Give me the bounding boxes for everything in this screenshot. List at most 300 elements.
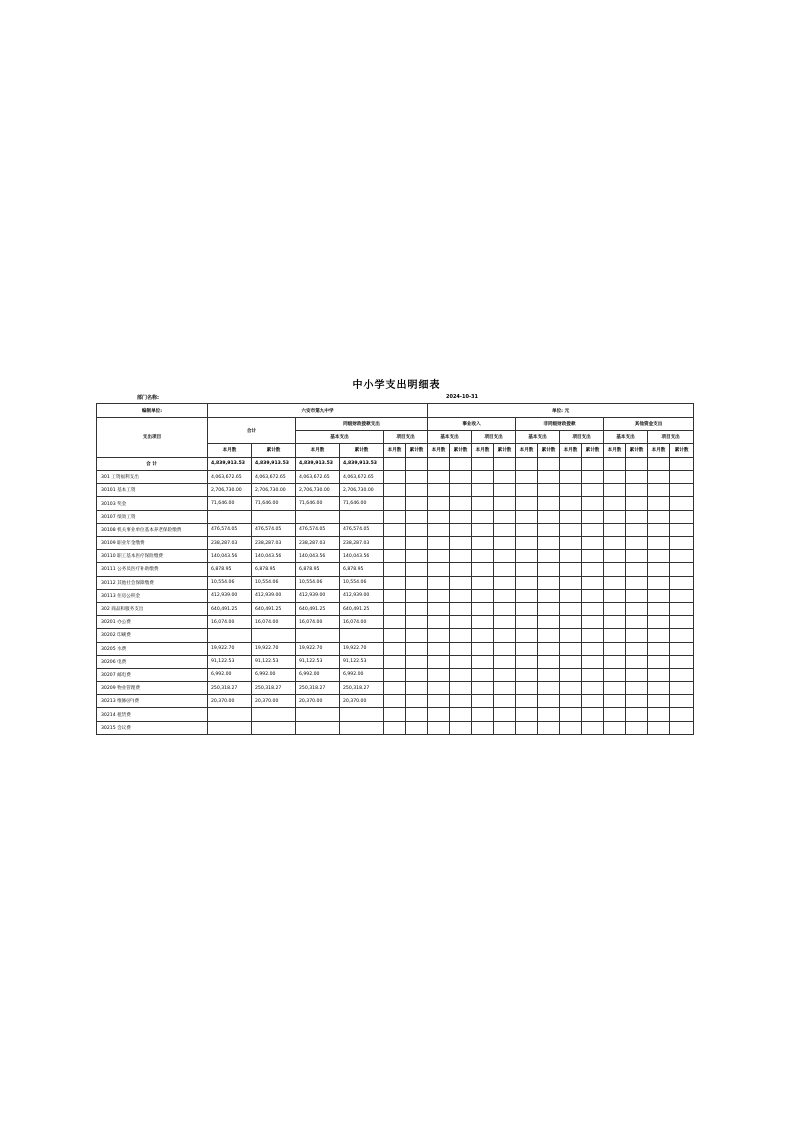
empty-cell: [494, 550, 516, 563]
empty-cell: [516, 497, 538, 510]
fiscal-header: 同级财政拨款支出: [296, 418, 428, 431]
empty-cell: [670, 642, 694, 655]
empty-cell: [670, 695, 694, 708]
empty-cell: [626, 589, 648, 602]
empty-cell: [538, 510, 560, 523]
empty-cell: [494, 563, 516, 576]
empty-cell: [626, 695, 648, 708]
amount-cell: 476,574.05: [340, 523, 384, 536]
empty-cell: [450, 708, 472, 721]
amount-cell: 2,706,730.00: [208, 484, 252, 497]
empty-cell: [670, 497, 694, 510]
table-row: [97, 589, 694, 602]
empty-cell: [604, 668, 626, 681]
empty-cell: [648, 642, 670, 655]
empty-cell: [516, 523, 538, 536]
cumulative-header: 累计数: [582, 444, 604, 457]
empty-cell: [494, 721, 516, 734]
empty-cell: [450, 589, 472, 602]
item-label: 301 工资福利支出: [97, 471, 208, 484]
empty-cell: [604, 721, 626, 734]
amount-cell: 16,074.00: [296, 616, 340, 629]
amount-cell: 250,318.27: [296, 682, 340, 695]
empty-cell: [538, 576, 560, 589]
empty-cell: [560, 655, 582, 668]
empty-cell: [670, 510, 694, 523]
empty-cell: [450, 576, 472, 589]
empty-cell: [604, 642, 626, 655]
amount-cell: 10,554.06: [340, 576, 384, 589]
table-row: [97, 457, 694, 471]
amount-cell: 4,063,672.65: [252, 471, 296, 484]
empty-cell: [406, 523, 428, 536]
item-label: 30202 印刷费: [97, 629, 208, 642]
empty-cell: [604, 616, 626, 629]
empty-cell: [472, 484, 494, 497]
amount-cell: [252, 510, 296, 523]
amount-cell: 10,554.06: [208, 576, 252, 589]
empty-cell: [582, 523, 604, 536]
empty-cell: [604, 457, 626, 471]
fiscal-project-header: 项目支出: [384, 431, 428, 444]
empty-cell: [406, 563, 428, 576]
amount-cell: 250,318.27: [208, 682, 252, 695]
table-row: [97, 510, 694, 523]
empty-cell: [582, 484, 604, 497]
empty-cell: [648, 695, 670, 708]
amount-cell: 4,063,672.65: [296, 471, 340, 484]
empty-cell: [472, 457, 494, 471]
amount-cell: 4,063,672.65: [208, 471, 252, 484]
empty-cell: [494, 576, 516, 589]
item-label: 30108 机关事业单位基本养老保险缴费: [97, 523, 208, 536]
empty-cell: [384, 708, 406, 721]
empty-cell: [538, 668, 560, 681]
empty-cell: [538, 629, 560, 642]
org-label-cell: 编制单位:: [97, 404, 208, 418]
empty-cell: [582, 550, 604, 563]
empty-cell: [406, 616, 428, 629]
empty-cell: [560, 550, 582, 563]
cumulative-header: 累计数: [252, 444, 296, 457]
amount-cell: 91,122.53: [296, 655, 340, 668]
empty-cell: [406, 471, 428, 484]
table-row: [97, 721, 694, 734]
org-name-cell: 六安市第九中学: [208, 404, 428, 418]
empty-cell: [516, 616, 538, 629]
amount-cell: 140,043.56: [340, 550, 384, 563]
empty-cell: [582, 708, 604, 721]
empty-cell: [384, 629, 406, 642]
empty-cell: [472, 576, 494, 589]
fiscal-basic-header: 基本支出: [296, 431, 384, 444]
empty-cell: [626, 655, 648, 668]
amount-cell: 20,370.00: [340, 695, 384, 708]
empty-cell: [428, 668, 450, 681]
empty-cell: [648, 655, 670, 668]
amount-cell: 640,491.25: [296, 602, 340, 615]
cumulative-header: 累计数: [406, 444, 428, 457]
empty-cell: [384, 550, 406, 563]
empty-cell: [472, 695, 494, 708]
amount-cell: 6,992.00: [340, 668, 384, 681]
empty-cell: [516, 537, 538, 550]
empty-cell: [560, 563, 582, 576]
amount-cell: 71,646.00: [296, 497, 340, 510]
empty-cell: [582, 668, 604, 681]
amount-cell: 476,574.05: [208, 523, 252, 536]
cumulative-header: 累计数: [494, 444, 516, 457]
empty-cell: [384, 655, 406, 668]
empty-cell: [626, 602, 648, 615]
amount-cell: [296, 629, 340, 642]
empty-cell: [406, 576, 428, 589]
amount-cell: [208, 510, 252, 523]
empty-cell: [428, 695, 450, 708]
table-row: [97, 655, 694, 668]
amount-cell: 250,318.27: [252, 682, 296, 695]
table-row: [97, 550, 694, 563]
empty-cell: [670, 616, 694, 629]
empty-cell: [670, 471, 694, 484]
empty-cell: [626, 721, 648, 734]
amount-cell: 6,992.00: [296, 668, 340, 681]
empty-cell: [604, 682, 626, 695]
empty-cell: [406, 629, 428, 642]
empty-cell: [450, 471, 472, 484]
empty-cell: [560, 457, 582, 471]
empty-cell: [516, 550, 538, 563]
empty-cell: [450, 682, 472, 695]
empty-cell: [428, 550, 450, 563]
empty-cell: [582, 695, 604, 708]
empty-cell: [406, 484, 428, 497]
empty-cell: [406, 497, 428, 510]
empty-cell: [560, 602, 582, 615]
empty-cell: [670, 589, 694, 602]
empty-cell: [494, 682, 516, 695]
empty-cell: [582, 497, 604, 510]
empty-cell: [538, 589, 560, 602]
amount-cell: 4,839,913.53: [340, 457, 384, 471]
item-label: 302 商品和服务支出: [97, 602, 208, 615]
empty-cell: [384, 537, 406, 550]
empty-cell: [626, 629, 648, 642]
empty-cell: [406, 708, 428, 721]
department-label: 部门名称:: [137, 395, 159, 401]
empty-cell: [670, 576, 694, 589]
empty-cell: [560, 668, 582, 681]
empty-cell: [428, 616, 450, 629]
empty-cell: [604, 602, 626, 615]
table-row: [97, 642, 694, 655]
empty-cell: [428, 523, 450, 536]
empty-cell: [626, 576, 648, 589]
empty-cell: [450, 695, 472, 708]
empty-cell: [538, 497, 560, 510]
empty-cell: [560, 616, 582, 629]
empty-cell: [406, 642, 428, 655]
empty-cell: [472, 682, 494, 695]
empty-cell: [384, 721, 406, 734]
cumulative-header: 累计数: [450, 444, 472, 457]
amount-cell: 2,706,730.00: [252, 484, 296, 497]
amount-cell: 6,878.95: [340, 563, 384, 576]
empty-cell: [648, 537, 670, 550]
empty-cell: [560, 589, 582, 602]
empty-cell: [604, 484, 626, 497]
empty-cell: [428, 457, 450, 471]
empty-cell: [472, 708, 494, 721]
amount-cell: 71,646.00: [252, 497, 296, 510]
empty-cell: [472, 616, 494, 629]
item-label: 30101 基本工资: [97, 484, 208, 497]
table-row: [97, 616, 694, 629]
empty-cell: [516, 668, 538, 681]
empty-cell: [516, 642, 538, 655]
empty-cell: [384, 471, 406, 484]
empty-cell: [516, 576, 538, 589]
empty-cell: [450, 523, 472, 536]
empty-cell: [450, 602, 472, 615]
empty-cell: [384, 457, 406, 471]
empty-cell: [560, 629, 582, 642]
empty-cell: [582, 642, 604, 655]
empty-cell: [428, 484, 450, 497]
empty-cell: [538, 721, 560, 734]
empty-cell: [428, 682, 450, 695]
empty-cell: [516, 563, 538, 576]
empty-cell: [648, 616, 670, 629]
empty-cell: [560, 721, 582, 734]
cumulative-header: 累计数: [626, 444, 648, 457]
empty-cell: [648, 563, 670, 576]
empty-cell: [538, 655, 560, 668]
item-label: 30112 其他社会保障缴费: [97, 576, 208, 589]
amount-cell: 71,646.00: [208, 497, 252, 510]
amount-cell: 71,646.00: [340, 497, 384, 510]
empty-cell: [494, 602, 516, 615]
empty-cell: [516, 510, 538, 523]
other-basic-header: 基本支出: [604, 431, 648, 444]
amount-cell: [296, 510, 340, 523]
empty-cell: [604, 708, 626, 721]
amount-cell: 6,992.00: [208, 668, 252, 681]
empty-cell: [428, 576, 450, 589]
empty-cell: [670, 457, 694, 471]
empty-cell: [670, 655, 694, 668]
total-header: 合计: [208, 418, 296, 444]
item-label: 30107 绩效工资: [97, 510, 208, 523]
empty-cell: [406, 589, 428, 602]
empty-cell: [494, 695, 516, 708]
empty-cell: [494, 537, 516, 550]
amount-cell: 4,063,672.65: [340, 471, 384, 484]
empty-cell: [648, 682, 670, 695]
empty-cell: [516, 695, 538, 708]
empty-cell: [428, 602, 450, 615]
empty-cell: [450, 563, 472, 576]
empty-cell: [450, 721, 472, 734]
empty-cell: [670, 550, 694, 563]
empty-cell: [450, 510, 472, 523]
empty-cell: [582, 629, 604, 642]
empty-cell: [648, 523, 670, 536]
amount-cell: 16,074.00: [252, 616, 296, 629]
empty-cell: [626, 616, 648, 629]
empty-cell: [648, 721, 670, 734]
empty-cell: [626, 510, 648, 523]
empty-cell: [494, 616, 516, 629]
amount-cell: 476,574.05: [252, 523, 296, 536]
empty-cell: [648, 629, 670, 642]
amount-cell: [340, 708, 384, 721]
empty-cell: [384, 616, 406, 629]
empty-cell: [472, 550, 494, 563]
empty-cell: [384, 523, 406, 536]
empty-cell: [560, 510, 582, 523]
amount-cell: 4,839,913.53: [296, 457, 340, 471]
empty-cell: [538, 682, 560, 695]
empty-cell: [406, 537, 428, 550]
empty-cell: [428, 721, 450, 734]
amount-cell: 19,922.70: [208, 642, 252, 655]
amount-cell: 20,370.00: [296, 695, 340, 708]
table-row: [97, 668, 694, 681]
amount-cell: 2,706,730.00: [296, 484, 340, 497]
empty-cell: [516, 721, 538, 734]
empty-cell: [494, 589, 516, 602]
empty-cell: [516, 655, 538, 668]
amount-cell: [252, 708, 296, 721]
empty-cell: [582, 589, 604, 602]
amount-cell: 250,318.27: [340, 682, 384, 695]
empty-cell: [648, 668, 670, 681]
empty-cell: [494, 510, 516, 523]
month-header: 本月数: [560, 444, 582, 457]
empty-cell: [406, 550, 428, 563]
empty-cell: [406, 602, 428, 615]
amount-cell: 238,287.03: [296, 537, 340, 550]
other-funds-header: 其他资金支出: [604, 418, 694, 431]
month-header: 本月数: [296, 444, 340, 457]
report-date: 2024-10-31: [446, 394, 478, 400]
empty-cell: [648, 471, 670, 484]
empty-cell: [604, 510, 626, 523]
empty-cell: [626, 537, 648, 550]
month-header: 本月数: [604, 444, 626, 457]
empty-cell: [538, 642, 560, 655]
empty-cell: [582, 655, 604, 668]
empty-cell: [472, 563, 494, 576]
empty-cell: [626, 550, 648, 563]
amount-cell: [208, 708, 252, 721]
empty-cell: [406, 510, 428, 523]
empty-cell: [538, 550, 560, 563]
amount-cell: [340, 721, 384, 734]
empty-cell: [472, 721, 494, 734]
amount-cell: [296, 721, 340, 734]
empty-cell: [604, 497, 626, 510]
table-row: [97, 497, 694, 510]
empty-cell: [648, 576, 670, 589]
empty-cell: [604, 629, 626, 642]
empty-cell: [516, 629, 538, 642]
empty-cell: [516, 457, 538, 471]
amount-cell: 6,878.95: [296, 563, 340, 576]
empty-cell: [494, 655, 516, 668]
empty-cell: [384, 589, 406, 602]
amount-cell: 140,043.56: [252, 550, 296, 563]
amount-cell: 238,287.03: [340, 537, 384, 550]
item-label: 30214 租赁费: [97, 708, 208, 721]
empty-cell: [406, 682, 428, 695]
item-header: 支出项目: [97, 418, 208, 458]
amount-cell: 4,839,913.53: [208, 457, 252, 471]
empty-cell: [450, 668, 472, 681]
amount-cell: 91,122.53: [340, 655, 384, 668]
empty-cell: [472, 523, 494, 536]
empty-cell: [428, 510, 450, 523]
table-row: [97, 563, 694, 576]
empty-cell: [450, 457, 472, 471]
empty-cell: [648, 708, 670, 721]
amount-cell: 640,491.25: [208, 602, 252, 615]
business-project-header: 项目支出: [472, 431, 516, 444]
empty-cell: [560, 576, 582, 589]
business-income-header: 事业收入: [428, 418, 516, 431]
empty-cell: [428, 642, 450, 655]
unit-cell: 单位: 元: [428, 404, 694, 418]
item-label: 30205 水费: [97, 642, 208, 655]
amount-cell: 238,287.03: [208, 537, 252, 550]
month-header: 本月数: [208, 444, 252, 457]
expenditure-table: [96, 403, 694, 735]
empty-cell: [626, 563, 648, 576]
empty-cell: [560, 523, 582, 536]
empty-cell: [384, 682, 406, 695]
empty-cell: [626, 682, 648, 695]
amount-cell: 20,370.00: [208, 695, 252, 708]
empty-cell: [538, 708, 560, 721]
empty-cell: [560, 537, 582, 550]
table-row: [97, 576, 694, 589]
item-label: 30103 奖金: [97, 497, 208, 510]
amount-cell: 476,574.05: [296, 523, 340, 536]
empty-cell: [560, 497, 582, 510]
empty-cell: [494, 629, 516, 642]
table-row: [97, 695, 694, 708]
item-label: 30109 职业年金缴费: [97, 537, 208, 550]
empty-cell: [626, 457, 648, 471]
empty-cell: [472, 537, 494, 550]
empty-cell: [582, 602, 604, 615]
empty-cell: [560, 471, 582, 484]
empty-cell: [472, 629, 494, 642]
empty-cell: [472, 497, 494, 510]
empty-cell: [670, 523, 694, 536]
empty-cell: [406, 655, 428, 668]
empty-cell: [582, 537, 604, 550]
empty-cell: [384, 602, 406, 615]
empty-cell: [428, 497, 450, 510]
amount-cell: [340, 510, 384, 523]
empty-cell: [538, 537, 560, 550]
empty-cell: [450, 537, 472, 550]
table-row: [97, 484, 694, 497]
empty-cell: [472, 668, 494, 681]
empty-cell: [538, 484, 560, 497]
